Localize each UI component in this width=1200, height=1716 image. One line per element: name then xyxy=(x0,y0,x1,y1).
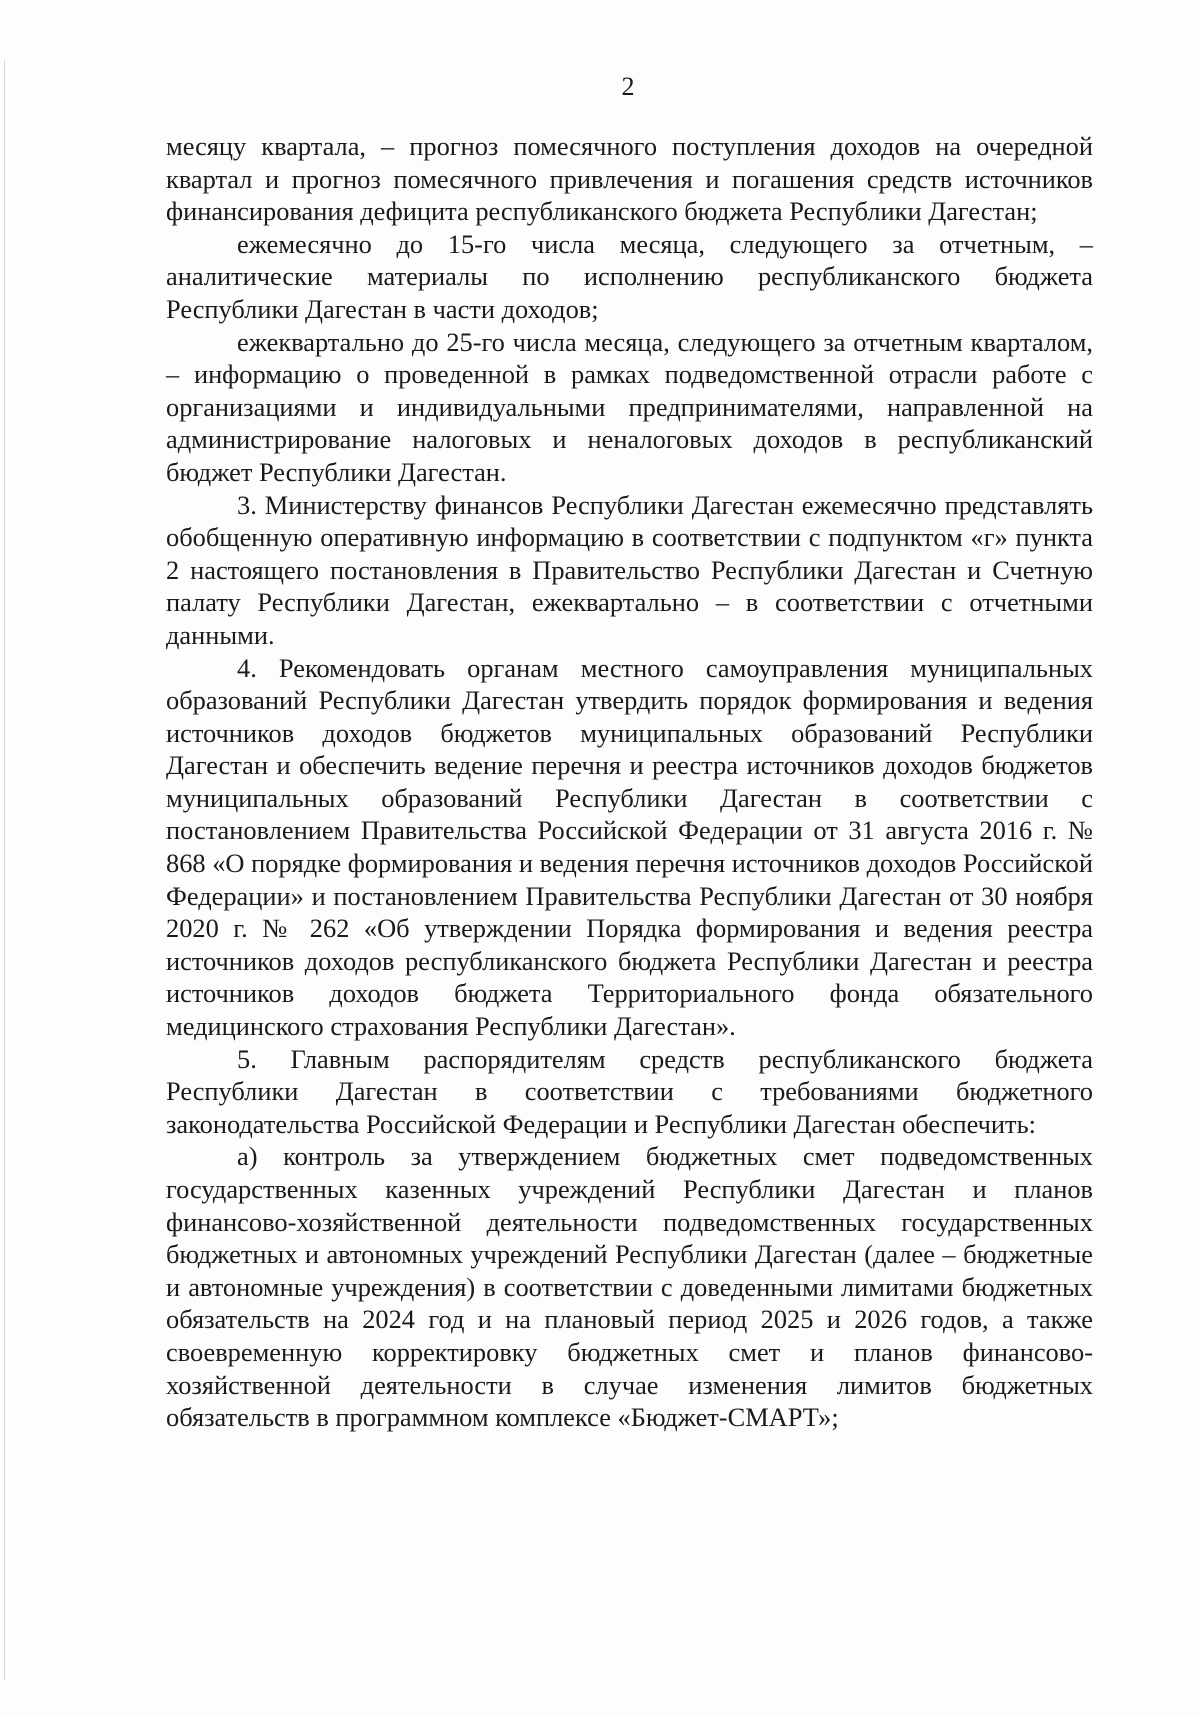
page-number: 2 xyxy=(621,72,635,101)
paragraph-quarterly-information: ежеквартально до 25-го числа месяца, следующего за отчетным кварталом, – информацию о проведенной в рамках подведомственной отрасли работе с организациями и индивидуальными предпринимателями, направленной на администрирование налоговых и неналоговых доходов в республиканский бюджет Республики Дагестан. xyxy=(166,326,1093,487)
paragraph-monthly-analytics: ежемесячно до 15-го числа месяца, следующего за отчетным, – аналитические материалы по исполнению республиканского бюджета Республики Дагестан в части доходов; xyxy=(166,228,1093,324)
scan-edge xyxy=(4,60,5,1680)
paragraph-item-5: 5. Главным распорядителям средств республиканского бюджета Республики Дагестан в соответствии с требованиями бюджетного законодательства Российской Федерации и Республики Дагестан обеспечить: xyxy=(166,1043,1093,1139)
paragraph-item-5a: а) контроль за утверждением бюджетных смет подведомственных государственных казенных учреждений Республики Дагестан и планов финансово-хозяйственной деятельности подведомственных государственных бюджетных и автономных учреждений Республики Дагестан (далее – бюджетные и автономные учреждения) в соответствии с доведенными лимитами бюджетных обязательств на 2024 год и на плановый период 2025 и 2026 годов, а также своевременную корректировку бюджетных смет и планов финансово-хозяйственной деятельности в случае изменения лимитов бюджетных обязательств в программном комплексе «Бюджет-СМАРТ»; xyxy=(166,1141,1093,1433)
paragraph-continuation: месяцу квартала, – прогноз помесячного поступления доходов на очередной квартал и прогноз помесячного привлечения и погашения средств источников финансирования дефицита республиканского бюджета Республики Дагестан; xyxy=(166,131,1093,227)
paragraph-item-3: 3. Министерству финансов Республики Дагестан ежемесячно представлять обобщенную оперативную информацию в соответствии с подпунктом «г» пункта 2 настоящего постановления в Правительство Республики Дагестан и Счетную палату Республики Дагестан, ежеквартально – в соответствии с отчетными данными. xyxy=(166,489,1093,650)
document-body xyxy=(166,130,1093,1434)
paragraph-item-4: 4. Рекомендовать органам местного самоуправления муниципальных образований Республики Дагестан утвердить порядок формирования и ведения источников доходов бюджетов муниципальных образований Республики Дагестан и обеспечить ведение перечня и реестра источников доходов бюджетов муниципальных образований Республики Дагестан в соответствии с постановлением Правительства Российской Федерации от 31 августа 2016 г. № 868 «О порядке формирования и ведения перечня источников доходов Российской Федерации» и постановлением Правительства Республики Дагестан от 30 ноября 2020 г. № 262 «Об утверждении Порядка формирования и ведения реестра источников доходов республиканского бюджета Республики Дагестан и реестра источников доходов бюджета Территориального фонда обязательного медицинского страхования Республики Дагестан». xyxy=(166,652,1093,1042)
